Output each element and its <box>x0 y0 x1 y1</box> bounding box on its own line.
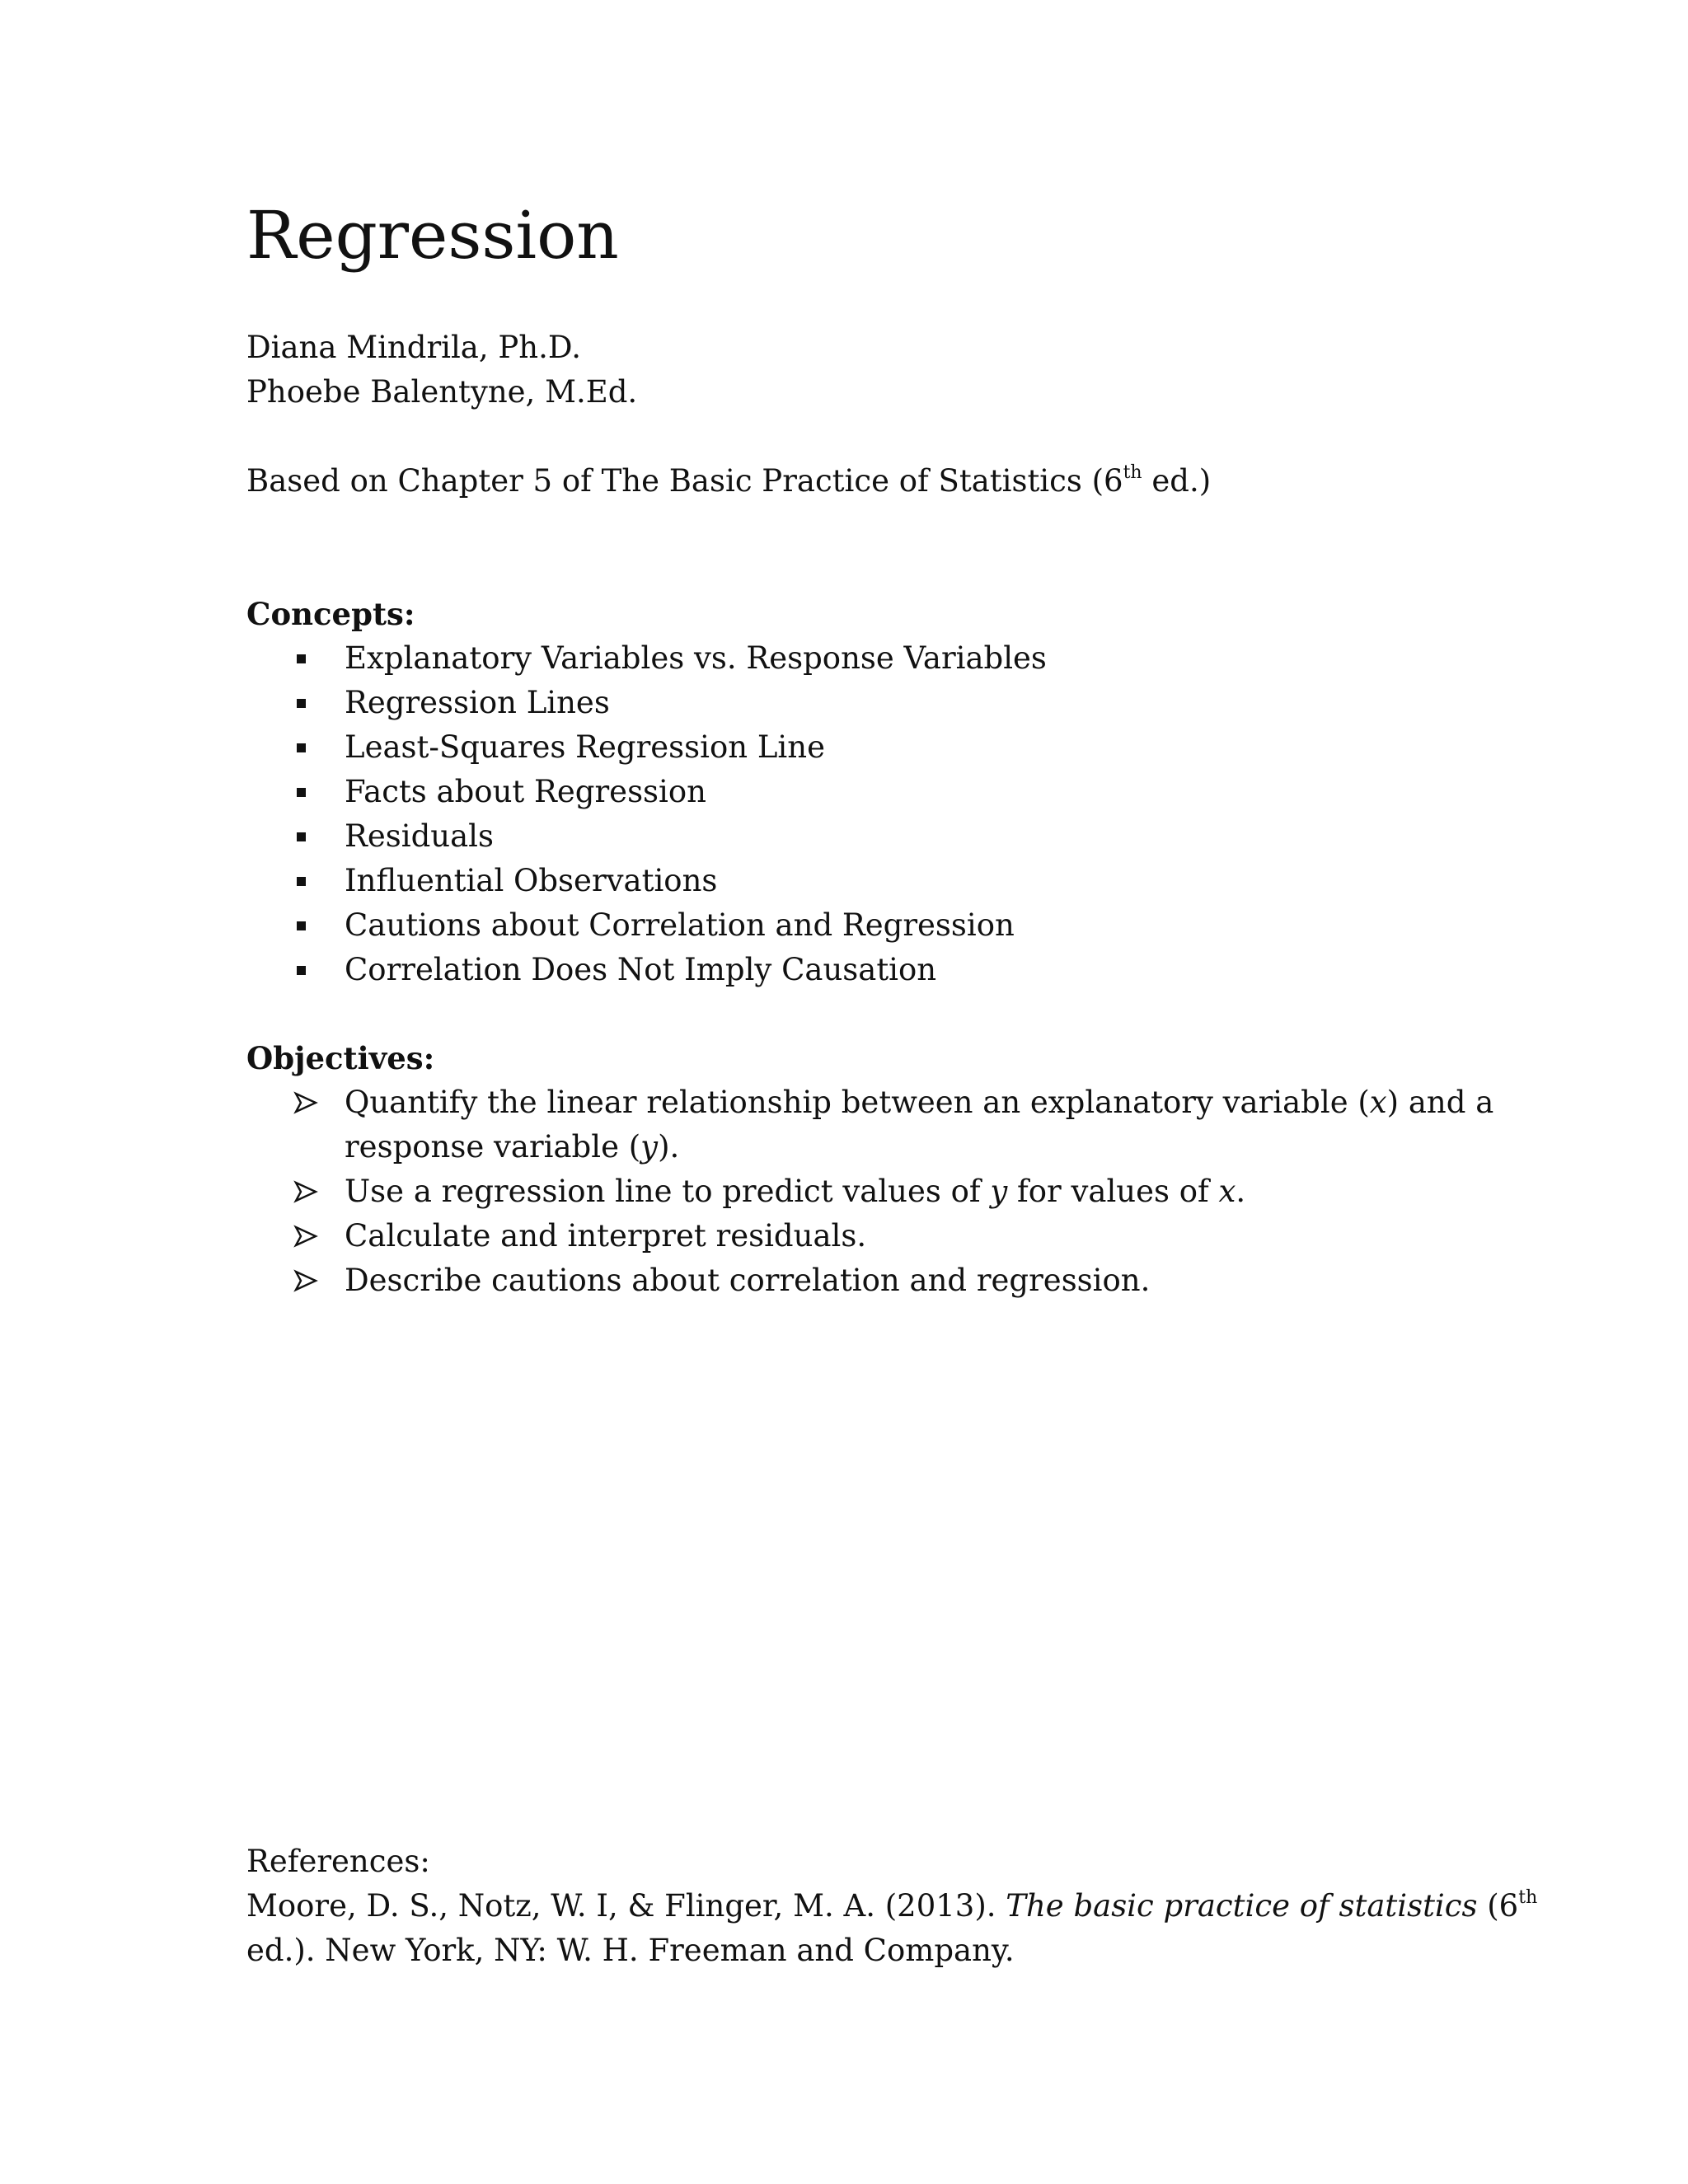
objective-item <box>0 1169 1688 1214</box>
objective-text: for values of <box>1007 1174 1219 1209</box>
arrow-bullet-icon <box>293 1179 318 1204</box>
objectives-heading: Objectives: <box>246 1040 435 1076</box>
reference-edition: (6 <box>1477 1888 1519 1924</box>
objective-item-continuation <box>0 1125 1688 1169</box>
variable-x: x <box>1369 1085 1387 1120</box>
concept-item-label: Cautions about Correlation and Regression <box>345 907 1015 943</box>
reference-book-title: The basic practice of statistics <box>1006 1888 1478 1924</box>
objective-text: ) and a <box>1386 1085 1494 1120</box>
document-title: Regression <box>246 197 619 274</box>
concept-item <box>0 948 1688 992</box>
source-note <box>246 459 1211 504</box>
concept-item <box>0 814 1688 859</box>
objective-text: Quantify the linear relationship between an explanatory variable ( <box>345 1085 1370 1120</box>
concept-item-label: Correlation Does Not Imply Causation <box>345 952 937 987</box>
concept-item-label: Influential Observations <box>345 863 718 898</box>
concept-item <box>0 903 1688 948</box>
reference-edition-superscript: th <box>1518 1887 1538 1908</box>
objective-text: . <box>1236 1174 1246 1209</box>
concept-item <box>0 859 1688 903</box>
concept-item <box>0 636 1688 681</box>
arrow-bullet-icon <box>293 1268 318 1293</box>
objective-text: response variable ( <box>345 1129 641 1165</box>
objective-item <box>0 1080 1688 1125</box>
concept-item-label: Residuals <box>345 818 494 854</box>
author-2: Phoebe Balentyne, M.Ed. <box>246 374 638 410</box>
arrow-bullet-icon <box>293 1090 318 1115</box>
objective-item <box>0 1258 1688 1303</box>
objective-item-label <box>345 1169 1245 1214</box>
concept-item-label: Explanatory Variables vs. Response Variables <box>345 640 1047 676</box>
concept-item-label: Least-Squares Regression Line <box>345 729 825 765</box>
variable-y: y <box>640 1129 659 1165</box>
objective-text: Use a regression line to predict values of <box>345 1174 991 1209</box>
square-bullet-icon <box>297 832 306 841</box>
reference-entry-line-2: ed.). New York, NY: W. H. Freeman and Company. <box>246 1933 1015 1968</box>
square-bullet-icon <box>297 877 306 886</box>
objective-item-label: Calculate and interpret residuals. <box>345 1218 867 1254</box>
square-bullet-icon <box>297 788 306 797</box>
objective-item <box>0 1214 1688 1258</box>
arrow-bullet-icon <box>293 1224 318 1249</box>
square-bullet-icon <box>297 654 306 663</box>
concept-item <box>0 770 1688 814</box>
objective-item-label <box>345 1125 679 1169</box>
square-bullet-icon <box>297 966 306 975</box>
reference-entry-line-1 <box>246 1884 1537 1929</box>
square-bullet-icon <box>297 921 306 930</box>
concept-item <box>0 725 1688 770</box>
source-note-suffix: ed.) <box>1142 463 1212 499</box>
objective-item-label: Describe cautions about correlation and regression. <box>345 1263 1151 1298</box>
square-bullet-icon <box>297 699 306 708</box>
source-note-superscript: th <box>1123 462 1142 483</box>
concept-item-label: Regression Lines <box>345 685 610 720</box>
variable-x: x <box>1218 1174 1236 1209</box>
author-1: Diana Mindrila, Ph.D. <box>246 330 581 365</box>
objective-text: ). <box>658 1129 680 1165</box>
source-note-prefix: Based on Chapter 5 of The Basic Practice of Statistics (6 <box>246 463 1123 499</box>
concept-item-label: Facts about Regression <box>345 774 706 809</box>
variable-y: y <box>990 1174 1008 1209</box>
reference-authors: Moore, D. S., Notz, W. I, & Flinger, M. A. (2013). <box>246 1888 1006 1924</box>
objective-item-label <box>345 1080 1493 1125</box>
concept-item <box>0 681 1688 725</box>
concepts-heading: Concepts: <box>246 596 415 632</box>
references-heading: References: <box>246 1844 430 1879</box>
square-bullet-icon <box>297 743 306 752</box>
